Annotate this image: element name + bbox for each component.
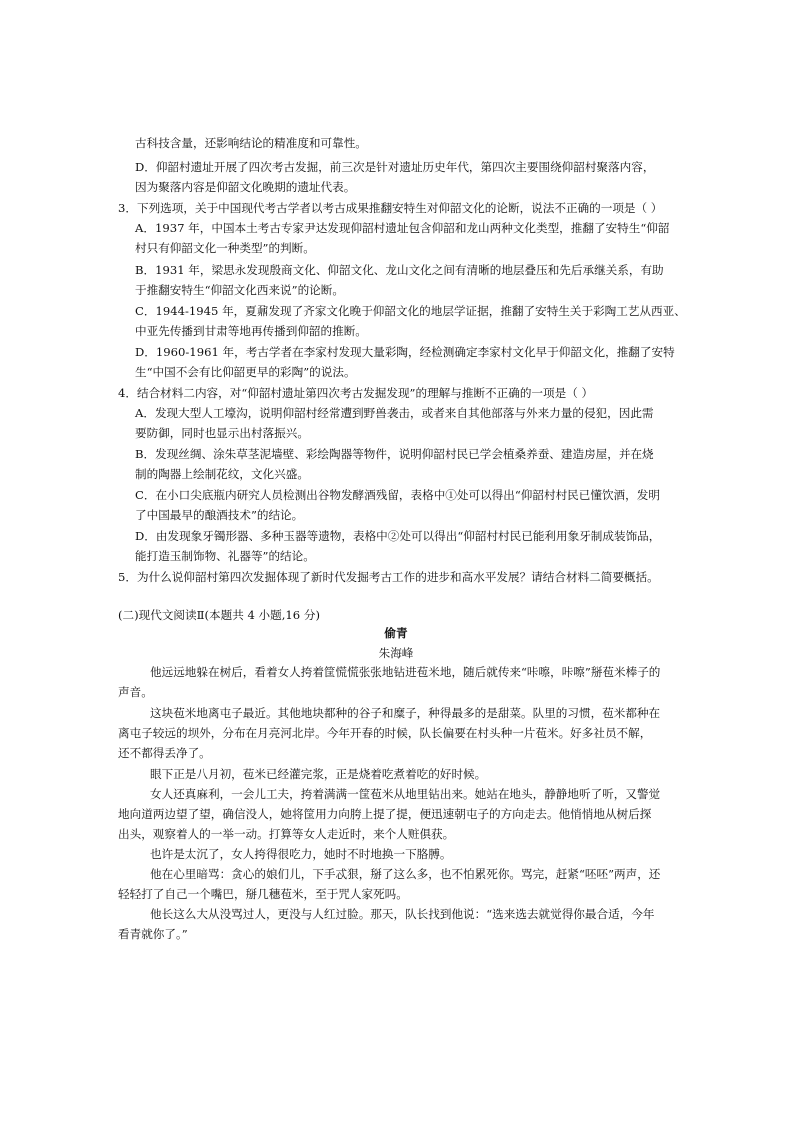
q2-option-d: D．仰韶村遗址开展了四次考古发掘，前三次是针对遗址历史年代，第四次主要围绕仰韶村聚落内容，: [135, 160, 655, 174]
q3-stem: 3．下列选项，关于中国现代考古学者以考古成果推翻安特生对仰韶文化的论断，说法不正确的一项是（ ）: [118, 201, 663, 215]
q5-stem: 5．为什么说仰韶村第四次发掘体现了新时代发掘考古工作的进步和高水平发展？请结合材料二简要概括。: [118, 570, 659, 584]
q4-stem: 4．结合材料二内容，对“仰韶村遗址第四次考古发掘发现”的理解与推断不正确的一项是（ ）: [118, 386, 594, 400]
q4-option-c-cont: 了中国最早的酿酒技术”的结论。: [135, 508, 304, 522]
q4-option-d-cont: 能打造玉制饰物、礼器等”的结论。: [135, 549, 315, 563]
q4-option-a-cont: 要防御，同时也显示出村落振兴。: [135, 426, 309, 440]
q3-option-a-cont: 村只有仰韶文化一种类型”的判断。: [135, 241, 315, 255]
q4-option-b: B．发现丝绸、涂朱草茎泥墙壁、彩绘陶器等物件，说明仰韶村民已学会植桑养蚕、建造房屋，并在烧: [135, 447, 654, 461]
q3-option-d-cont: 生“中国不会有比仰韶更早的彩陶”的说法。: [135, 365, 356, 379]
story-author: 朱海峰: [378, 646, 414, 660]
story-paragraph-line: 声音。: [118, 685, 153, 699]
q3-option-d: D．1960-1961 年，考古学者在李家村发现大量彩陶，经检测确定李家村文化早于仰韶文化，推翻了安特: [135, 345, 675, 359]
q3-option-b: B．1931 年，梁思永发现殷商文化、仰韶文化、龙山文化之间有清晰的地层叠压和先后承继关系，有助: [135, 263, 664, 277]
story-paragraph-line: 轻轻打了自己一个嘴巴，掰几穗苞米，至于咒人家死吗。: [118, 887, 408, 901]
story-paragraph-line: 离屯子较远的坝外，分布在月亮河北岸。今年开春的时候，队长偏要在村头种一片苞米。好多社员不解，: [118, 726, 652, 740]
q3-option-a: A．1937 年，中国本土考古专家尹达发现仰韶村遗址包含仰韶和龙山两种文化类型，推翻了安特生“仰韶: [135, 221, 670, 235]
story-paragraph-line: 看青就你了。”: [118, 927, 188, 941]
q4-option-d: D．由发现象牙镯形器、多种玉器等遗物，表格中②处可以得出“仰韶村村民已能利用象牙制成装饰品，: [135, 529, 661, 543]
story-paragraph-line: 眼下正是八月初，苞米已经灌完浆，正是烧着吃煮着吃的好时候。: [150, 767, 487, 781]
q4-option-b-cont: 制的陶器上绘制花纹，文化兴盛。: [135, 467, 309, 481]
section-header: (二)现代文阅读Ⅱ(本题共 4 小题,16 分): [118, 608, 320, 622]
story-paragraph-line: 他在心里暗骂：贪心的娘们儿，下手忒狠，掰了这么多，也不怕累死你。骂完，赶紧“呸呸”两声，还: [150, 867, 661, 881]
q4-option-c: C．在小口尖底瓶内研究人员检测出谷物发酵酒残留，表格中①处可以得出“仰韶村村民已懂饮酒，发明: [135, 488, 660, 502]
q4-option-a: A．发现大型人工壕沟，说明仰韶村经常遭到野兽袭击，或者来自其他部落与外来力量的侵犯，因此需: [135, 406, 654, 420]
story-paragraph-line: 他长这么大从没骂过人，更没与人红过脸。那天，队长找到他说：“选来选去就觉得你最合适，今年: [150, 907, 655, 921]
story-paragraph-line: 女人还真麻利，一会儿工夫，挎着满满一筐苞米从地里钻出来。她站在地头，静静地听了听，又警觉: [150, 787, 661, 801]
story-paragraph-line: 地向道两边望了望，确信没人，她将筐用力向胯上提了提，便迅速朝屯子的方向走去。他悄悄地从树后探: [118, 807, 652, 821]
q3-option-b-cont: 于推翻安特生“仰韶文化西来说”的论断。: [135, 283, 344, 297]
story-paragraph-line: 出头，观察着人的一举一动。打算等女人走近时，来个人赃俱获。: [118, 827, 455, 841]
q3-option-c: C．1944-1945 年，夏鼐发现了齐家文化晚于仰韶文化的地层学证据，推翻了安特生关于彩陶工艺从西亚、: [135, 304, 686, 318]
story-paragraph-line: 他远远地躲在树后，看着女人挎着筐慌慌张张地钻进苞米地，随后就传来“咔嚓，咔嚓”掰苞米棒子的: [150, 665, 661, 679]
story-title: 偷青: [384, 626, 408, 640]
q2-option-d-cont: 因为聚落内容是仰韶文化晚期的遗址代表。: [135, 180, 356, 194]
story-paragraph-line: 这块苞米地离屯子最近。其他地块都种的谷子和糜子，种得最多的是甜菜。队里的习惯，苞米都种在: [150, 706, 661, 720]
story-paragraph-line: 也许是太沉了，女人挎得很吃力，她时不时地换一下胳膊。: [150, 847, 452, 861]
q2-tail-line: 古科技含量，还影响结论的精准度和可靠性。: [135, 136, 367, 150]
story-paragraph-line: 还不都得丢净了。: [118, 746, 211, 760]
q3-option-c-cont: 中亚先传播到甘肃等地再传播到仰韶的推断。: [135, 324, 367, 338]
